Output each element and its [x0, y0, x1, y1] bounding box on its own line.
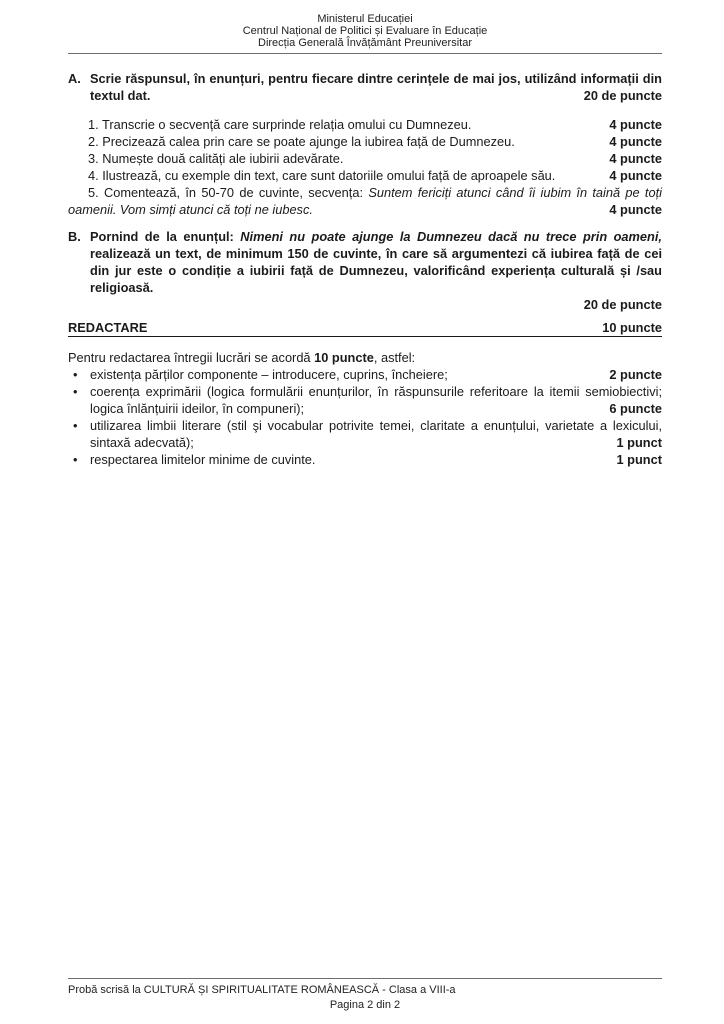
header-org-line-3: Direcția Generală Învățământ Preuniversitar	[258, 37, 472, 49]
bullet-text-4: respectarea limitelor minime de cuvinte.	[90, 452, 316, 467]
requirement-item-4	[68, 167, 662, 184]
requirement-item-2	[68, 133, 662, 150]
bullet-text-1: existența părților componente – introducere, cuprins, încheiere;	[90, 367, 448, 382]
page-content	[68, 70, 662, 468]
requirement-text-1: 1. Transcrie o secvență care surprinde relația omului cu Dumnezeu.	[88, 117, 472, 132]
requirement-quote-5: Suntem fericiți atunci când îi iubim în taină pe toți oamenii. Vom simți atunci că toți ne iubesc.	[68, 185, 663, 217]
requirement-text-5: 5. Comentează, în 50-70 de cuvinte, secvența:	[88, 185, 369, 200]
section-a-heading-body: Scrie răspunsul, în enunțuri, pentru fiecare dintre cerințele de mai jos, utilizând informații din textul dat.	[90, 71, 662, 103]
redactare-title: REDACTARE	[68, 320, 148, 335]
points-label-4: 4 puncte	[589, 167, 662, 184]
redactare-intro	[68, 349, 662, 366]
points-label-3: 4 puncte	[589, 150, 662, 167]
redactare-points: 10 puncte	[602, 320, 662, 335]
points-label-5: 4 puncte	[589, 201, 662, 218]
bullet-item-2	[68, 383, 662, 417]
section-a-heading-text	[90, 70, 662, 104]
bullet-icon: •	[73, 452, 78, 467]
points-label-1: 4 puncte	[589, 116, 662, 133]
header-org-line-2: Centrul Național de Politici și Evaluare în Educație	[242, 25, 488, 37]
section-a-heading	[68, 70, 662, 104]
section-a-points: 20 de puncte	[583, 88, 662, 103]
bullet-item-3	[68, 417, 662, 451]
requirement-item-1	[68, 116, 662, 133]
bullet-icon: •	[73, 384, 78, 399]
section-b-label: B.	[68, 229, 81, 244]
bullet-icon: •	[73, 418, 78, 433]
footer-page-number: Pagina 2 din 2	[329, 998, 401, 1011]
points-label-2: 4 puncte	[589, 133, 662, 150]
footer-divider	[68, 978, 662, 979]
section-b-quote: Nimeni nu poate ajunge la Dumnezeu dacă nu trece prin oameni,	[240, 229, 662, 244]
section-b-rest: realizează un text, de minimum 150 de cuvinte, în care să argumentezi că iubirea față de cei din jur este o condiție a iubirii față de Dumnezeu, valorificând experiența culturală și /sau religioasă.	[90, 246, 662, 295]
bullet-points-2: 6 puncte	[609, 401, 662, 416]
section-b	[68, 228, 662, 313]
redactare-heading-row	[68, 319, 662, 337]
redactare-intro-prefix: Pentru redactarea întregii lucrări se acordă	[68, 350, 315, 365]
section-b-text	[90, 228, 662, 296]
header-org-line-1: Ministerul Educației	[317, 13, 413, 25]
redactare-bullet-list	[68, 366, 662, 468]
requirement-text-4: 4. Ilustrează, cu exemple din text, care sunt datoriile omului față de aproapele său.	[88, 168, 556, 183]
bullet-item-1	[68, 366, 662, 383]
bullet-points-3: 1 punct	[616, 435, 662, 450]
page-footer	[68, 978, 662, 1012]
bullet-icon: •	[73, 367, 78, 382]
footer-exam-title: Probă scrisă la CULTURĂ ȘI SPIRITUALITATE ROMÂNEASCĂ - Clasa a VIII-a	[68, 984, 456, 996]
bullet-text-3: utilizarea limbii literare (stil şi vocabular potrivite temei, claritate a enunțului, varietate a lexicului, sintaxă adecvată);	[90, 418, 662, 450]
section-b-intro: Pornind de la enunțul:	[90, 229, 241, 244]
page-header	[68, 13, 662, 49]
section-a-label: A.	[68, 71, 81, 86]
bullet-text-2: coerența exprimării (logica formulării enunțurilor, în răspunsurile referitoare la itemii semiobiectivi; logica înlănțuirii ideilor, în compuneri);	[90, 384, 662, 416]
requirement-item-3	[68, 150, 662, 167]
section-a-items	[68, 116, 662, 218]
header-divider	[68, 53, 662, 54]
redactare-intro-suffix: , astfel:	[373, 350, 416, 365]
section-b-points: 20 de puncte	[583, 297, 662, 312]
requirement-item-5	[68, 184, 662, 218]
requirement-text-2: 2. Precizează calea prin care se poate ajunge la iubirea față de Dumnezeu.	[88, 134, 515, 149]
requirement-text-3: 3. Numește două calități ale iubirii adevărate.	[88, 151, 344, 166]
bullet-points-4: 1 punct	[616, 452, 662, 467]
redactare-intro-bold: 10 puncte	[314, 350, 374, 365]
bullet-points-1: 2 puncte	[609, 367, 662, 382]
bullet-item-4	[68, 451, 662, 468]
